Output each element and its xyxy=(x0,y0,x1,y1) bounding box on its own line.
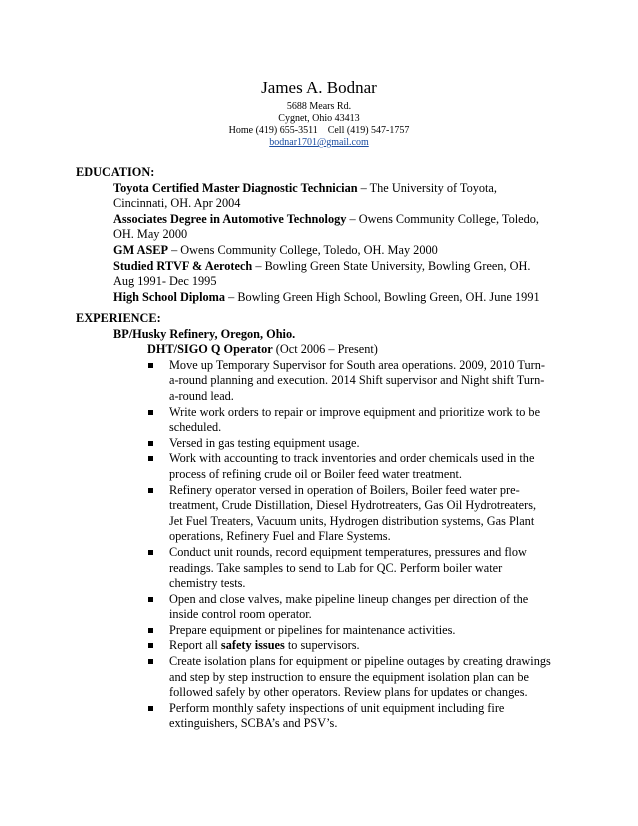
list-item: Conduct unit rounds, record equipment temperatures, pressures and flow readings. Take samples to send to Lab for QC. Perform boiler water chemistry tests. xyxy=(146,545,551,592)
employer-name: BP/Husky Refinery, Oregon, Ohio. xyxy=(113,326,296,341)
candidate-name: James A. Bodnar xyxy=(261,78,377,97)
experience-heading: EXPERIENCE: xyxy=(76,311,161,325)
degree-detail: – Owens Community College, Toledo, OH. May 2000 xyxy=(113,211,539,242)
education-entry xyxy=(113,243,545,259)
list-item: Work with accounting to track inventories and order chemicals used in the process of refining crude oil or Boiler feed water treatment. xyxy=(146,451,551,482)
education-section xyxy=(76,165,566,305)
degree-name: Toyota Certified Master Diagnostic Technician xyxy=(113,180,358,195)
list-item: Write work orders to repair or improve equipment and prioritize work to be scheduled. xyxy=(146,405,551,436)
list-item: Prepare equipment or pipelines for maintenance activities. xyxy=(146,623,551,639)
education-entry xyxy=(113,290,545,306)
degree-detail: – The University of Toyota, Cincinnati, OH. Apr 2004 xyxy=(113,180,497,211)
list-item: Create isolation plans for equipment or pipeline outages by creating drawings and step by step instruction to ensure the equipment isolation plan can be followed safely by other operators. Review plans for updates or changes. xyxy=(146,654,551,701)
experience-section xyxy=(76,311,566,732)
list-item: Open and close valves, make pipeline lineup changes per direction of the inside control room operator. xyxy=(146,592,551,623)
duties-list xyxy=(146,358,551,732)
list-item-text: to supervisors. xyxy=(284,638,360,653)
degree-detail: – Owens Community College, Toledo, OH. May 2000 xyxy=(168,242,438,257)
job-title: DHT/SIGO Q Operator xyxy=(147,342,273,357)
degree-name: High School Diploma xyxy=(113,289,226,304)
city-state-zip: Cygnet, Ohio 43413 xyxy=(278,113,360,124)
street-address: 5688 Mears Rd. xyxy=(286,101,352,112)
list-item: Move up Temporary Supervisor for South area operations. 2009, 2010 Turn-a-round planning and execution. 2014 Shift supervisor and Night shift Turn-a-round lead. xyxy=(146,358,551,405)
degree-name: Associates Degree in Automotive Technology xyxy=(113,211,347,226)
degree-detail: – Bowling Green State University, Bowling Green, OH. Aug 1991- Dec 1995 xyxy=(113,258,531,289)
list-item-text: Report all xyxy=(169,638,221,653)
degree-name: Studied RTVF & Aerotech xyxy=(113,258,253,273)
list-item: Refinery operator versed in operation of Boilers, Boiler feed water pre-treatment, Crude Distillation, Diesel Hydrotreaters, Gas Oil Hydrotreaters, Jet Fuel Treaters, Vacuum units, Hydrogen distribution systems, Gas Plant operations, Refinery Fuel and Flare Systems. xyxy=(146,483,551,545)
education-entry xyxy=(113,181,545,212)
list-item: Versed in gas testing equipment usage. xyxy=(146,436,551,452)
education-entry xyxy=(113,259,545,290)
list-item: Perform monthly safety inspections of unit equipment including fire extinguishers, SCBA’s and PSV’s. xyxy=(146,701,551,732)
job-dates: (Oct 2006 – Present) xyxy=(272,342,378,357)
phone-numbers: Home (419) 655-3511 Cell (419) 547-1757 xyxy=(228,125,410,136)
job-role xyxy=(147,342,566,358)
degree-name: GM ASEP xyxy=(113,242,168,257)
email-link[interactable]: bodnar1701@gmail.com xyxy=(269,137,369,148)
degree-detail: – Bowling Green High School, Bowling Green, OH. June 1991 xyxy=(225,289,540,304)
education-entry xyxy=(113,212,545,243)
resume-header xyxy=(0,78,638,149)
list-item xyxy=(146,638,551,654)
list-item-emphasis: safety issues xyxy=(220,638,285,653)
education-heading: EDUCATION: xyxy=(76,165,155,179)
